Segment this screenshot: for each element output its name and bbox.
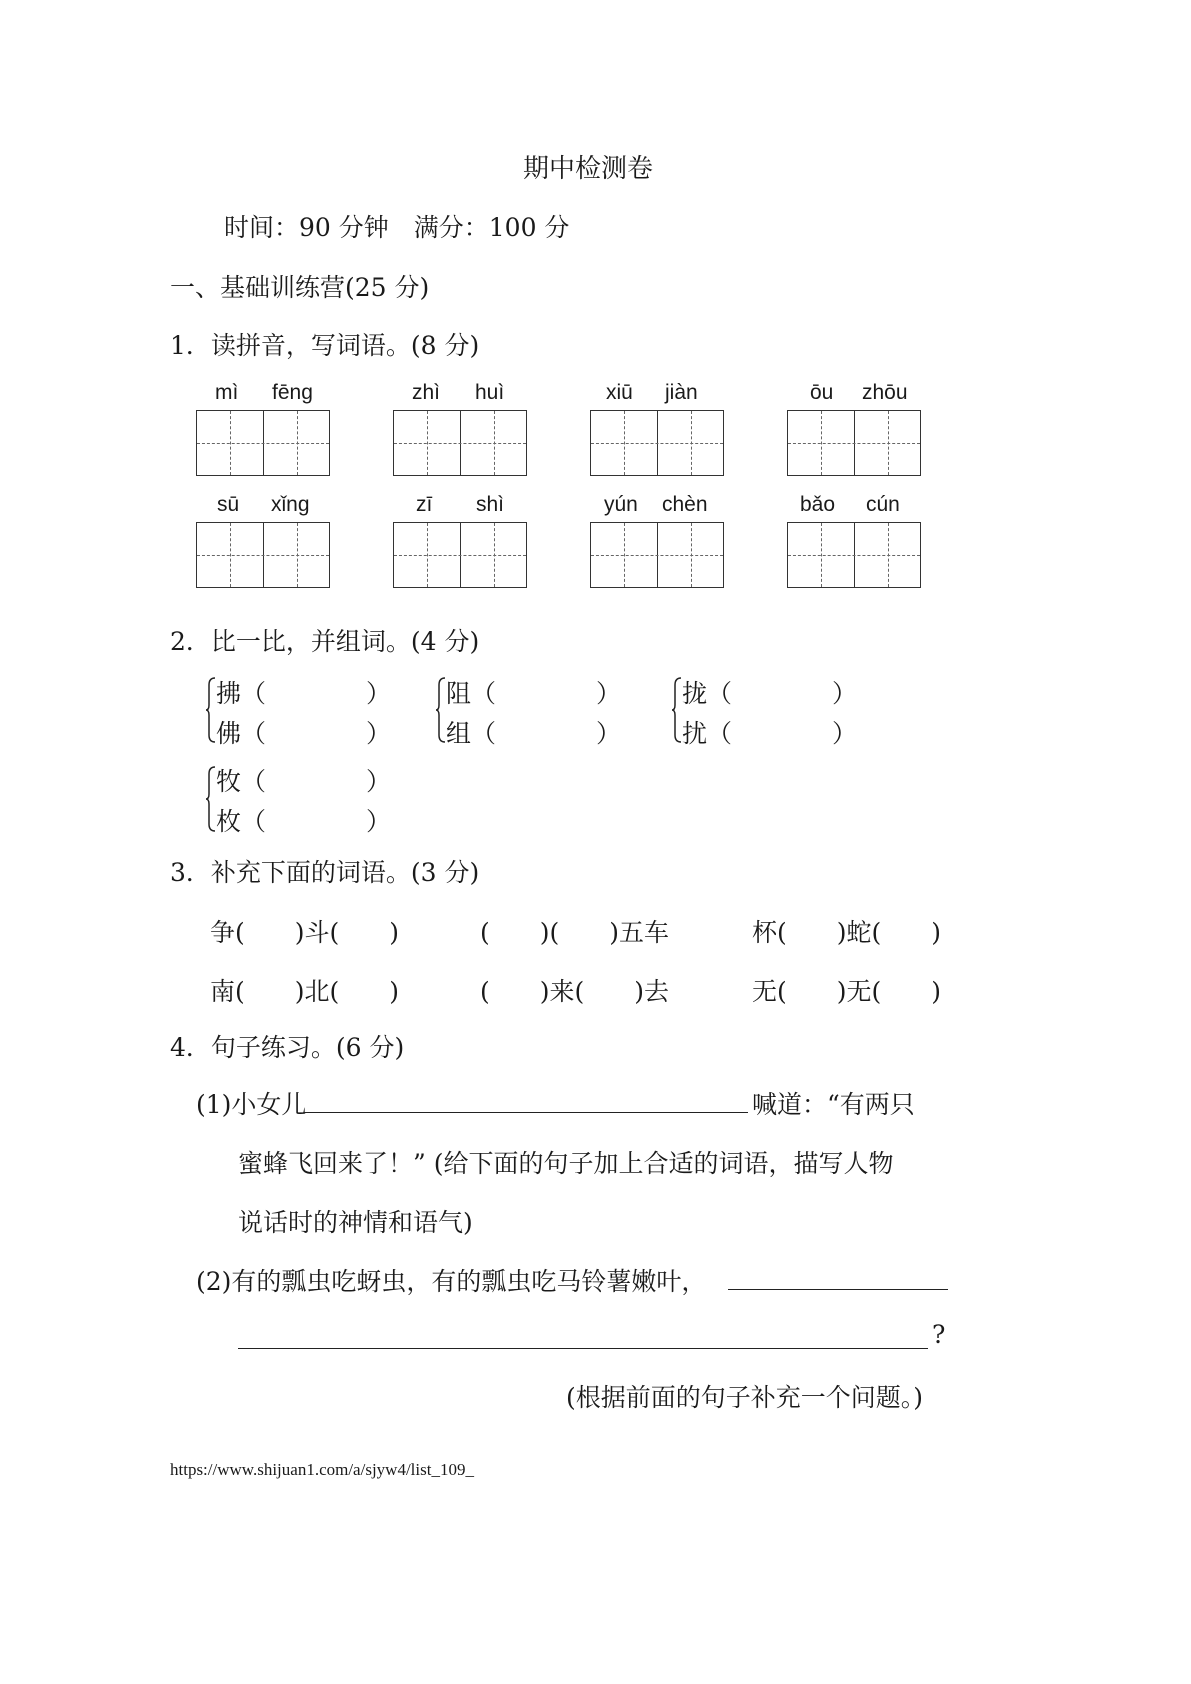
question-1-label: 1．读拼音，写词语。(8 分) — [170, 331, 480, 360]
writing-box[interactable] — [590, 410, 724, 476]
brace-icon — [206, 766, 216, 832]
pinyin-label: xǐng — [271, 493, 310, 516]
answer-line[interactable] — [238, 1348, 928, 1349]
pinyin-label: mì — [215, 381, 239, 404]
pinyin-label: fēng — [272, 381, 313, 404]
question-3-label: 3．补充下面的词语。(3 分) — [170, 858, 480, 887]
pinyin-label: cún — [866, 493, 900, 516]
writing-box[interactable] — [787, 410, 921, 476]
sentence-1-line2: 蜜蜂飞回来了！” (给下面的句子加上合适的词语，描写人物 — [238, 1149, 894, 1178]
idiom-blank[interactable]: 南( )北( ) — [210, 977, 400, 1006]
brace-icon — [206, 677, 216, 743]
sentence-1-line3: 说话时的神情和语气) — [238, 1208, 473, 1237]
question-4-label: 4．句子练习。(6 分) — [170, 1033, 405, 1062]
writing-box[interactable] — [196, 522, 330, 588]
compare-item[interactable]: 枚（ ） — [216, 807, 392, 836]
compare-item[interactable]: 扰（ ） — [682, 719, 858, 748]
footer-url[interactable]: https://www.shijuan1.com/a/sjyw4/list_109_ — [170, 1460, 474, 1479]
pinyin-label: zī — [416, 493, 433, 516]
pinyin-label: huì — [475, 381, 505, 404]
writing-box[interactable] — [590, 522, 724, 588]
writing-box[interactable] — [393, 410, 527, 476]
pinyin-label: ōu — [810, 381, 834, 404]
sentence-2-line1: (2)有的瓢虫吃蚜虫，有的瓢虫吃马铃薯嫩叶， — [196, 1267, 707, 1296]
sentence-1-end: 喊道：“有两只 — [752, 1090, 915, 1119]
compare-item[interactable]: 牧（ ） — [216, 767, 392, 796]
pinyin-label: sū — [217, 493, 240, 516]
section-heading: 一、基础训练营(25 分) — [170, 273, 430, 302]
brace-icon — [436, 677, 446, 743]
page-title: 期中检测卷 — [523, 154, 654, 184]
idiom-blank[interactable]: 争( )斗( ) — [210, 918, 400, 947]
time-info: 时间：90 分钟 满分：100 分 — [224, 213, 570, 242]
compare-item[interactable]: 拢（ ） — [682, 679, 858, 708]
brace-icon — [672, 677, 682, 743]
compare-item[interactable]: 拂（ ） — [216, 679, 392, 708]
answer-line[interactable] — [728, 1289, 948, 1290]
idiom-blank[interactable]: 杯( )蛇( ) — [752, 918, 942, 947]
idiom-blank[interactable]: 无( )无( ) — [752, 977, 942, 1006]
pinyin-label: jiàn — [665, 381, 698, 404]
pinyin-label: bǎo — [800, 493, 836, 516]
idiom-blank[interactable]: ( )来( )去 — [480, 977, 670, 1006]
pinyin-label: chèn — [662, 493, 708, 516]
pinyin-label: zhōu — [862, 381, 908, 404]
answer-line[interactable] — [304, 1112, 748, 1113]
pinyin-label: zhì — [412, 381, 441, 404]
sentence-1-start: (1)小女儿 — [196, 1090, 307, 1119]
question-2-label: 2．比一比，并组词。(4 分) — [170, 627, 480, 656]
pinyin-label: xiū — [606, 381, 633, 404]
idiom-blank[interactable]: ( )( )五车 — [480, 918, 670, 947]
sentence-2-note: (根据前面的句子补充一个问题。) — [566, 1383, 924, 1412]
writing-box[interactable] — [393, 522, 527, 588]
pinyin-label: shì — [476, 493, 505, 516]
compare-item[interactable]: 阻（ ） — [446, 679, 622, 708]
pinyin-label: yún — [604, 493, 638, 516]
writing-box[interactable] — [787, 522, 921, 588]
question-mark: ? — [932, 1320, 946, 1349]
writing-box[interactable] — [196, 410, 330, 476]
compare-item[interactable]: 组（ ） — [446, 719, 622, 748]
compare-item[interactable]: 佛（ ） — [216, 719, 392, 748]
